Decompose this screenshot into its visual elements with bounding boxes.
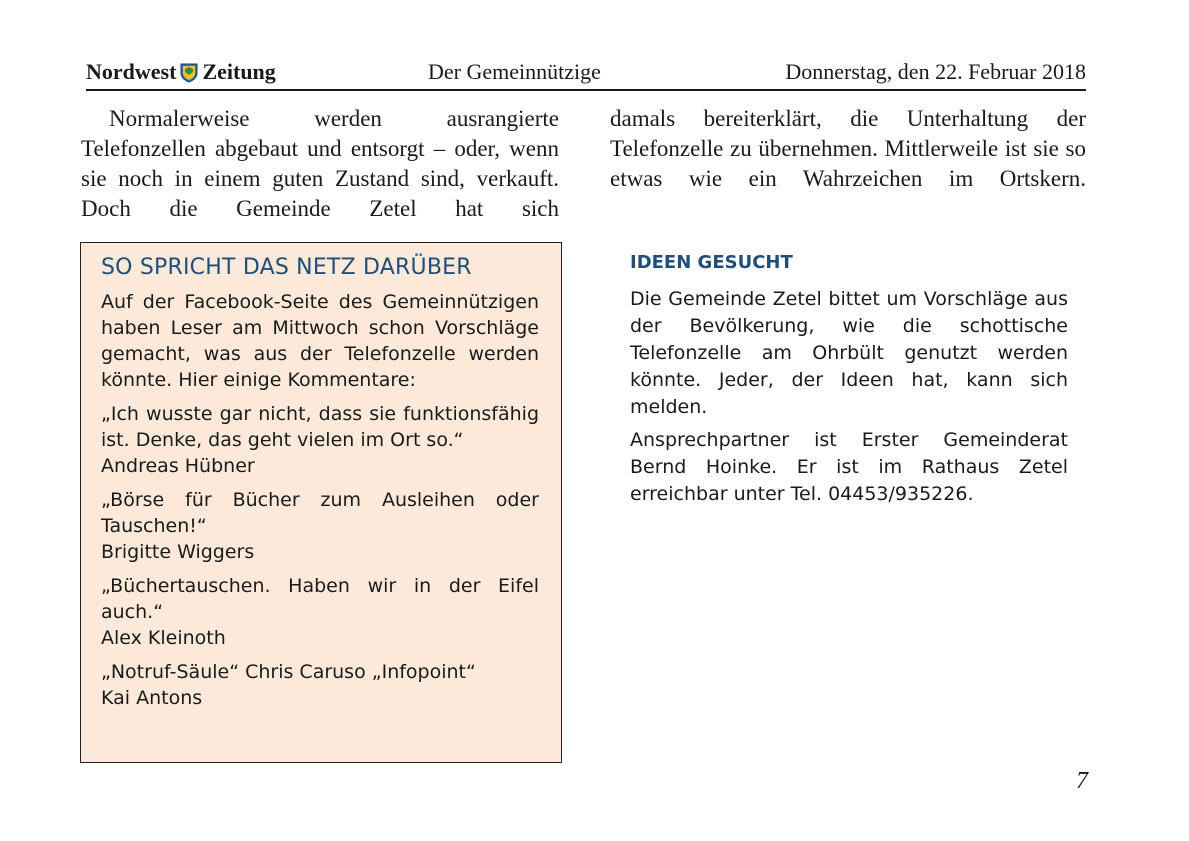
section-title: Der Gemeinnützige: [428, 59, 601, 84]
ideas-heading: IDEEN GESUCHT: [630, 252, 793, 273]
comment-author: Andreas Hübner: [101, 455, 255, 477]
article-right-text-end: sie so etwas wie ein Wahrzeichen im Ortskern.: [610, 136, 1086, 191]
comment-quote: „Büchertauschen. Haben wir in der Eifel auch.“: [101, 575, 539, 623]
comment-author: Brigitte Wiggers: [101, 541, 255, 563]
box-heading: SO SPRICHT DAS NETZ DARÜBER: [101, 255, 472, 280]
comment-item: [101, 573, 539, 651]
comment-item: [101, 659, 539, 711]
page-header: [86, 58, 1086, 90]
comment-author: Alex Kleinoth: [101, 627, 226, 649]
comment-author: Kai Antons: [101, 687, 203, 709]
brand-name-left: Nordwest: [86, 59, 177, 84]
issue-date: Donnerstag, den 22. Februar 2018: [785, 59, 1086, 84]
ideas-paragraph: Die Gemeinde Zetel bittet um Vorschläge aus der Bevölkerung, wie die schottische Telefonzelle am Ohrbült genutzt werden könnte. Jeder, der Ideen hat, kann sich melden.: [630, 288, 1068, 418]
ideas-wanted-section: [630, 250, 1068, 514]
coat-of-arms-icon: [180, 62, 198, 82]
box-intro: Auf der Facebook-Seite des Gemeinnützigen haben Leser am Mittwoch schon Vorschläge gemacht, was aus der Telefonzelle werden könnte. Hier einige Kommentare:: [101, 291, 539, 391]
header-rule: [86, 89, 1086, 91]
page-number: 7: [1076, 768, 1088, 794]
comment-quote: „Ich wusste gar nicht, dass sie funktionsfähig ist. Denke, das geht vielen im Ort so.“: [101, 403, 539, 451]
masthead-logo: [86, 58, 276, 86]
article-right-column: [610, 104, 1086, 194]
contact-paragraph: Ansprechpartner ist Erster Gemeinderat Bernd Hoinke. Er ist im Rathaus Zetel erreichbar unter Tel. 04453/935226.: [630, 429, 1068, 505]
comment-item: [101, 401, 539, 479]
article-right-text: damals bereiterklärt, die Unterhaltung der Telefonzelle zu übernehmen. Mittlerweile ist: [610, 106, 1086, 161]
comment-quote: „Börse für Bücher zum Ausleihen oder Tauschen!“: [101, 489, 539, 537]
article-left-column: Normalerweise werden ausrangierte Telefonzellen abgebaut und entsorgt – oder, wenn sie noch in einem guten Zustand sind, verkauft. Doch die Gemeinde Zetel hat sich: [81, 106, 559, 221]
comment-item: [101, 487, 539, 565]
brand-name-right: Zeitung: [202, 59, 276, 84]
comment-quote: „Notruf-Säule“ Chris Caruso „Infopoint“: [101, 661, 476, 683]
social-comments-box: [80, 242, 562, 763]
